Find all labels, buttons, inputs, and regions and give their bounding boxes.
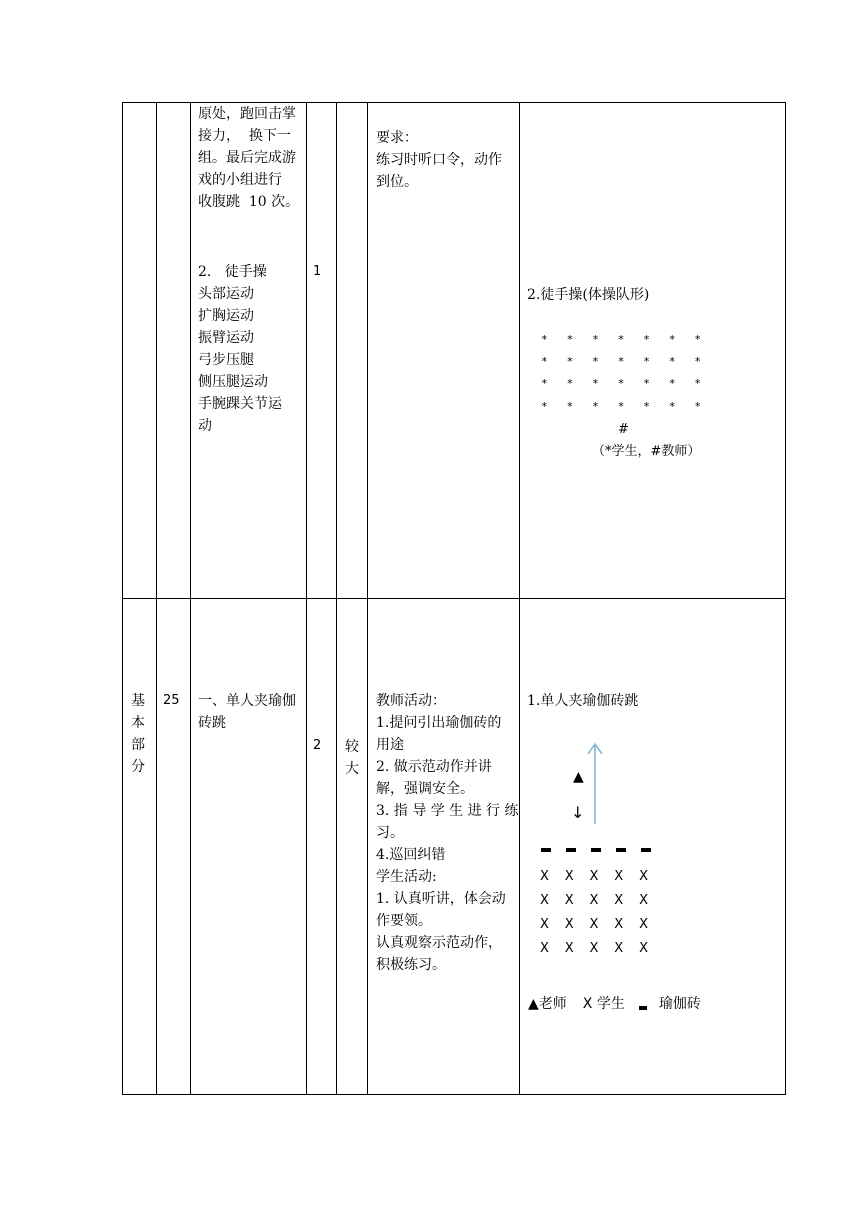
student-mark: X [564,940,574,956]
down-arrow-icon: ↓ [571,803,585,822]
teacher-mark: # [618,422,629,437]
text-line: 戏的小组进行 [198,172,282,188]
text-line: 接力， 换下一 [198,128,291,144]
student-row [540,888,648,912]
text-line: 2. 做示范动作并讲 [376,759,492,775]
student-mark: X [589,916,599,932]
student-mark: * [668,399,676,413]
student-mark: * [592,332,599,346]
text-line: 积极练习。 [376,957,446,973]
text-line: 用途 [376,737,404,753]
student-mark: * [694,332,701,346]
student-mark: X [589,940,599,956]
student-mark: * [617,355,625,369]
text-line: 教师活动： [376,693,446,709]
student-row [540,864,648,888]
text-line: 1.提问引出瑜伽砖的 [376,715,502,731]
student-mark: * [592,355,599,369]
repeat-count: 2 [313,738,322,753]
text-line: 本 [131,715,145,731]
student-mark: X [614,868,624,884]
legend-student: X 学生 [582,996,625,1012]
student-mark: * [541,332,548,346]
text-line: 侧压腿运动 [198,374,268,390]
student-mark: * [592,399,599,413]
student-mark: * [541,355,548,369]
student-formation [541,328,701,418]
diagram-title: 1.单人夹瑜伽砖跳 [527,693,639,709]
student-mark: X [614,892,624,908]
student-mark: * [668,355,676,369]
intensity-label [345,736,359,780]
text-line: 振臂运动 [198,330,254,346]
student-mark: X [540,916,549,932]
exercise-list [198,261,282,437]
content-title [198,690,296,734]
section-label [131,690,145,778]
text-line: 组。最后完成游 [198,150,296,166]
text-line: 一、单人夹瑜伽 [198,693,296,709]
student-mark: X [564,868,574,884]
text-line: 认真观察示范动作， [376,935,502,951]
game-description [198,103,299,213]
text-line: 分 [131,759,145,775]
teacher-triangle-icon: ▲ [573,769,584,785]
student-mark: * [668,377,676,391]
activities-text [376,690,519,976]
formation-row [541,350,701,372]
yoga-brick-row [541,848,651,852]
text-line: 收腹跳 10 次。 [198,194,300,210]
formation-row [541,373,701,395]
student-mark: X [639,940,648,956]
text-line: 扩胸运动 [198,308,254,324]
yoga-brick-icon [616,848,626,852]
exercise-count: 1 [313,264,322,279]
text-line: 基 [131,693,145,709]
student-mark: X [614,940,624,956]
student-mark: * [566,332,574,346]
text-line: 作要领。 [376,913,432,929]
student-mark: * [694,399,701,413]
text-line: 动 [198,418,212,434]
formation-legend: （*学生，#教师） [592,444,701,459]
text-line: 解，强调安全。 [376,781,474,797]
student-mark: X [540,892,549,908]
student-mark: * [541,399,548,413]
yoga-brick-icon [591,848,601,852]
legend-brick: 瑜伽砖 [658,996,701,1012]
student-mark: X [540,940,549,956]
student-mark: X [564,916,574,932]
text-line: 3. 指 导 学 生 进 行 练 [376,803,519,819]
student-mark: X [614,916,624,932]
student-mark: X [540,868,549,884]
text-line: 学生活动: [376,869,437,885]
text-line: 手腕踝关节运 [198,396,282,412]
yoga-brick-icon [566,848,576,852]
student-mark: * [592,377,599,391]
diagram-legend [528,993,701,1013]
text-line: 原处，跑回击掌 [198,106,296,122]
legend-teacher: ▲老师 [528,996,567,1012]
student-mark: X [564,892,574,908]
student-row [540,936,648,960]
student-mark: * [643,377,650,391]
student-mark: * [566,355,574,369]
text-line: 练习时听口令，动作 [376,152,502,168]
text-line: 1. 认真听讲，体会动 [376,891,506,907]
text-line: 头部运动 [198,286,254,302]
student-mark: X [639,868,648,884]
student-mark: * [617,399,625,413]
formation-title: 2.徒手操(体操队形) [527,287,650,303]
text-line: 较 [345,739,359,755]
student-mark: * [694,377,701,391]
student-mark: * [668,332,676,346]
student-mark: X [639,916,648,932]
student-mark: * [617,377,625,391]
yoga-brick-icon [541,848,551,852]
student-mark: * [566,377,574,391]
student-row [540,912,648,936]
student-mark: * [541,377,548,391]
student-grid [540,864,648,960]
text-line: 2. 徒手操 [198,264,267,280]
requirement-text [376,127,502,193]
formation-row [541,328,701,350]
text-line: 大 [345,761,359,777]
text-line: 砖跳 [198,715,226,731]
student-mark: * [643,332,650,346]
student-mark: * [617,332,625,346]
student-mark: X [639,892,648,908]
formation-row [541,395,701,417]
student-mark: * [566,399,574,413]
text-line: 4.巡回纠错 [376,847,446,863]
text-line: 要求： [376,130,418,146]
yoga-brick-icon [639,1006,647,1010]
student-mark: X [589,892,599,908]
student-mark: X [589,868,599,884]
duration-minutes: 25 [163,693,180,708]
yoga-brick-icon [641,848,651,852]
text-line: 到位。 [376,174,418,190]
text-line: 部 [131,737,145,753]
text-line: 弓步压腿 [198,352,254,368]
student-mark: * [694,355,701,369]
up-arrow-icon [586,742,604,826]
student-mark: * [643,399,650,413]
student-mark: * [643,355,650,369]
text-line: 习。 [376,825,404,841]
